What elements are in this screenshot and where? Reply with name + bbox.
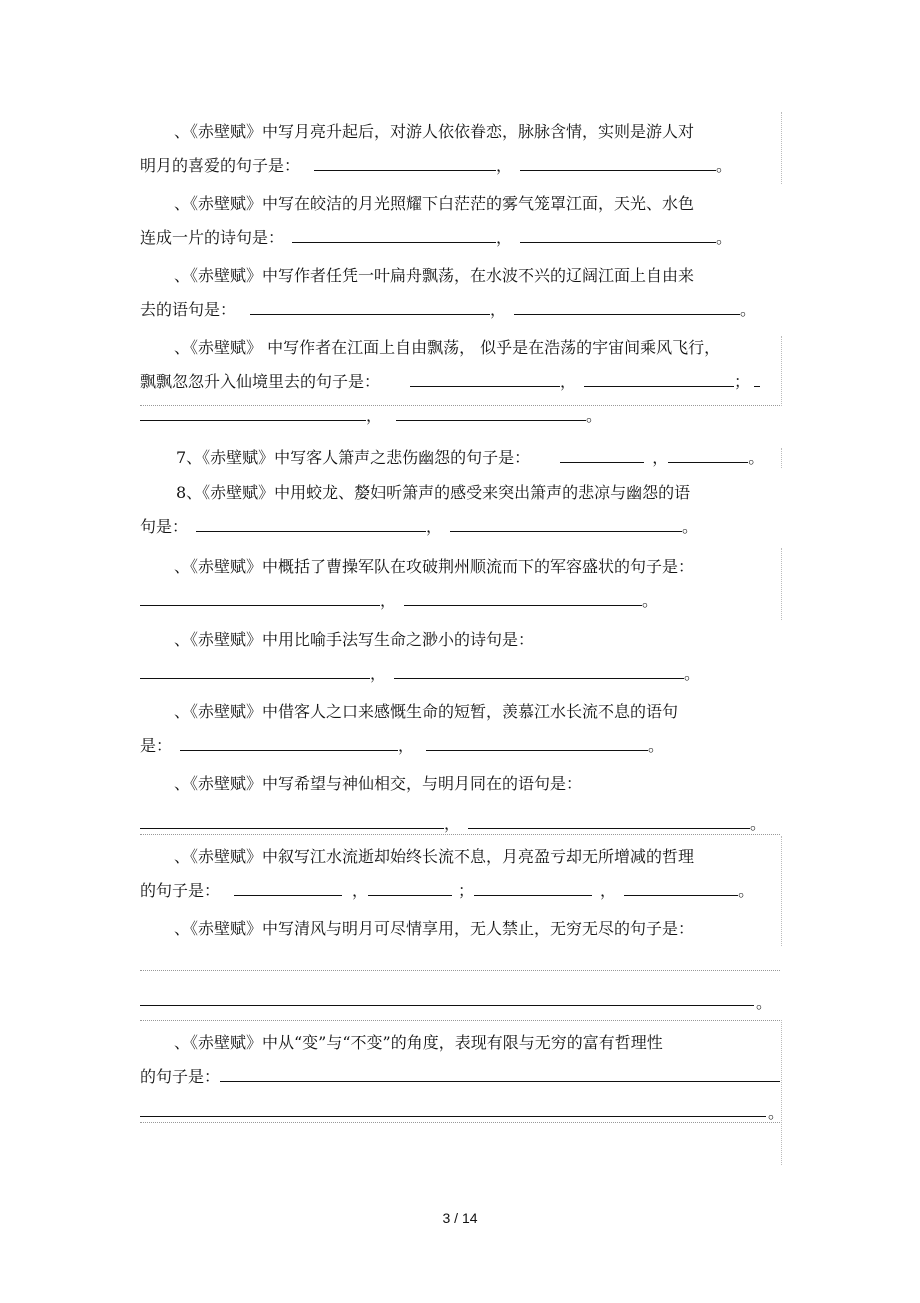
answer-line[interactable] [140, 970, 780, 971]
answer-blank[interactable] [220, 1063, 780, 1082]
answer-blank[interactable] [560, 444, 644, 463]
answer-blank[interactable] [140, 810, 444, 829]
margin-rule [781, 336, 782, 406]
question-10 [140, 623, 780, 691]
answer-blank[interactable] [450, 513, 682, 532]
period: 。 [586, 406, 603, 425]
period: 。 [738, 881, 755, 900]
margin-rule [781, 448, 782, 468]
question-11 [140, 695, 780, 763]
answer-blank[interactable] [404, 587, 642, 606]
question-text: 明月的喜爱的句子是： [140, 156, 301, 175]
answer-blank[interactable] [468, 810, 750, 829]
divider [140, 405, 780, 406]
question-text: 是： [140, 736, 173, 755]
period: 。 [740, 300, 757, 319]
comma: ， [380, 591, 397, 610]
divider [140, 834, 780, 835]
period: 。 [716, 156, 733, 175]
period: 。 [642, 591, 659, 610]
question-text: 、《赤壁赋》中写作者任凭一叶扁舟飘荡，在水波不兴的辽阔江面上自由来 [174, 266, 695, 285]
period: 。 [768, 1103, 785, 1122]
margin-rule [781, 112, 782, 184]
question-text: 连成一片的诗句是： [140, 228, 285, 247]
comma: ， [366, 406, 383, 425]
answer-line[interactable] [140, 1005, 754, 1006]
question-text: 飘飘忽忽升入仙境里去的句子是： [140, 372, 381, 391]
question-12 [140, 767, 780, 841]
answer-blank[interactable] [180, 732, 398, 751]
divider [140, 1122, 780, 1123]
question-text: 7、《赤壁赋》中写客人箫声之悲伤幽怨的句子是： [176, 448, 531, 467]
question-text: 8、《赤壁赋》中用蛟龙、嫠妇听箫声的感受来突出箫声的悲凉与幽怨的语 [176, 483, 691, 502]
comma: ， [652, 448, 669, 467]
answer-blank[interactable] [624, 877, 738, 896]
answer-blank[interactable] [250, 296, 490, 315]
comma: ， [370, 664, 387, 683]
question-9 [140, 550, 780, 618]
question-1 [140, 115, 780, 183]
semicolon: ； [458, 881, 475, 900]
question-text: 、《赤壁赋》中写清风与明月可尽情享用，无人禁止，无穷无尽的句子是： [174, 919, 695, 938]
answer-line[interactable] [140, 1116, 766, 1117]
question-text: 、《赤壁赋》中借客人之口来感慨生命的短暂，羡慕江水长流不息的语句 [174, 702, 679, 721]
answer-blank[interactable] [514, 296, 740, 315]
answer-blank[interactable] [754, 368, 760, 387]
answer-blank[interactable] [668, 444, 748, 463]
period: 。 [716, 228, 733, 247]
margin-rule [781, 1020, 782, 1165]
comma: ， [352, 881, 369, 900]
question-text: 、《赤壁赋》中写在皎洁的月光照耀下白茫茫的雾气笼罩江面，天光、水色 [174, 194, 695, 213]
comma: ， [490, 300, 507, 319]
period: 。 [684, 664, 701, 683]
question-15 [140, 1026, 780, 1094]
answer-blank[interactable] [520, 152, 716, 171]
answer-blank[interactable] [234, 877, 342, 896]
question-7 [140, 441, 780, 475]
answer-blank[interactable] [426, 732, 648, 751]
answer-blank[interactable] [368, 877, 452, 896]
answer-blank[interactable] [474, 877, 592, 896]
comma: ， [444, 814, 461, 833]
period: 。 [682, 517, 699, 536]
question-3 [140, 259, 780, 327]
period: 。 [750, 814, 767, 833]
question-text: 、《赤壁赋》中从“变”与“不变”的角度，表现有限与无穷的富有哲理性 [174, 1033, 663, 1052]
question-text: 、《赤壁赋》中写月亮升起后，对游人依依眷恋，脉脉含情，实则是游人对 [174, 122, 695, 141]
answer-blank[interactable] [410, 368, 560, 387]
period: 。 [648, 736, 665, 755]
question-text: 句是： [140, 517, 189, 536]
period: 。 [756, 993, 773, 1012]
answer-blank[interactable] [140, 660, 370, 679]
question-text: 、《赤壁赋》中写希望与神仙相交，与明月同在的语句是： [174, 774, 583, 793]
question-text: 的句子是： [140, 881, 221, 900]
question-text: 、《赤壁赋》 中写作者在江面上自由飘荡， 似乎是在浩荡的宇宙间乘风飞行， [174, 338, 721, 357]
question-14 [140, 912, 780, 946]
answer-blank[interactable] [314, 152, 496, 171]
answer-blank[interactable] [292, 224, 496, 243]
comma: ， [600, 881, 617, 900]
semicolon: ； [734, 372, 751, 391]
comma: ， [426, 517, 443, 536]
question-8 [140, 476, 780, 544]
question-13 [140, 840, 780, 908]
answer-blank[interactable] [584, 368, 734, 387]
comma: ， [496, 228, 513, 247]
question-text: 、《赤壁赋》中用比喻手法写生命之渺小的诗句是： [174, 630, 535, 649]
comma: ， [560, 372, 577, 391]
margin-rule [781, 548, 782, 620]
comma: ， [496, 156, 513, 175]
question-text: 、《赤壁赋》中叙写江水流逝却始终长流不息，月亮盈亏却无所增减的哲理 [174, 847, 695, 866]
page-number: 3 / 14 [442, 1210, 478, 1226]
question-text: 、《赤壁赋》中概括了曹操军队在攻破荆州顺流而下的军容盛状的句子是： [174, 557, 695, 576]
question-4 [140, 331, 780, 433]
period: 。 [748, 448, 765, 467]
comma: ， [398, 736, 415, 755]
margin-rule [781, 836, 782, 946]
question-2 [140, 187, 780, 255]
answer-blank[interactable] [140, 587, 380, 606]
question-text: 去的语句是： [140, 300, 237, 319]
divider [140, 1020, 780, 1021]
answer-blank[interactable] [520, 224, 716, 243]
question-text: 的句子是： [140, 1067, 221, 1086]
answer-blank[interactable] [196, 513, 426, 532]
answer-blank[interactable] [394, 660, 684, 679]
